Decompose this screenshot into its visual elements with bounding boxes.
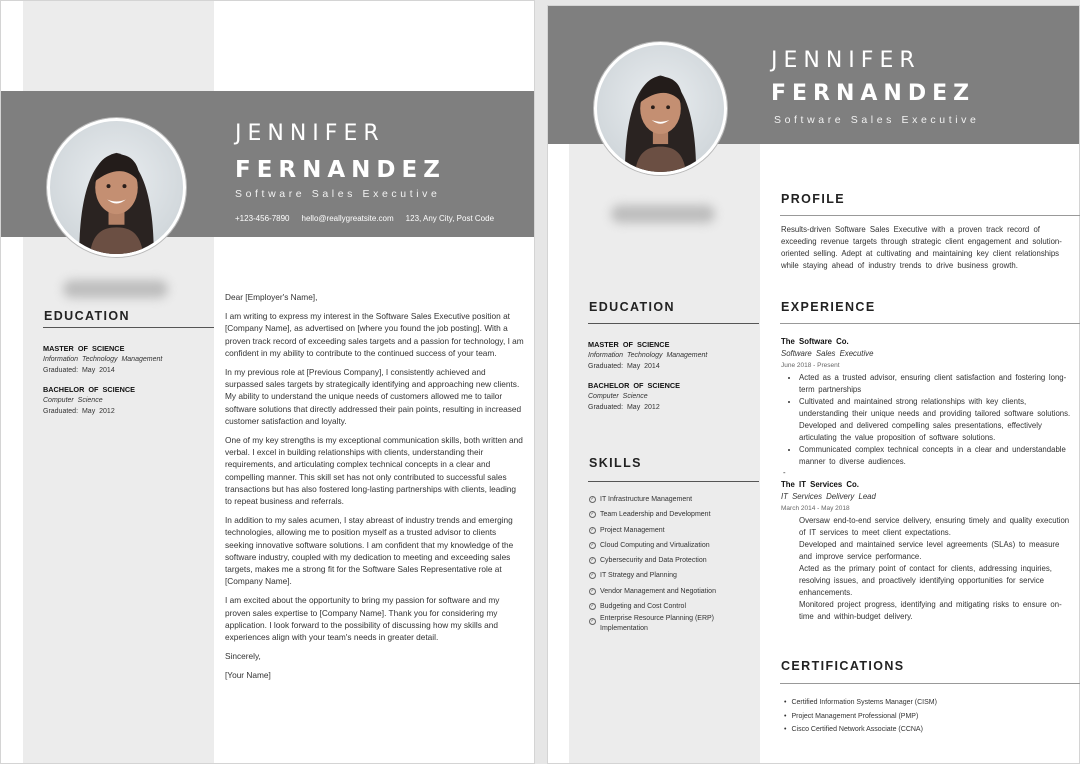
education-entry (588, 339, 707, 372)
skill-item (589, 507, 754, 522)
job-line: Acted as the primary point of contact for clients, addressing inquiries, resolving issues, and proactively identifying opportunities for service enhancements. (799, 564, 1052, 597)
closing: Sincerely, (225, 651, 261, 662)
letter-paragraph: In my previous role at [Previous Company], I consistently achieved and surpassed sales targets by strategically identifying and approaching new clients. My ability to understand the unique needs of customers allowed me to tailor software solutions that directly addressed their pain points, resulting in increased customer satisfaction and loyalty. (225, 367, 522, 426)
job-entry (781, 479, 1071, 623)
blurred-text (611, 205, 715, 223)
job-role: Software Sales Executive (781, 349, 874, 358)
contact-info (235, 214, 494, 223)
skill-item (589, 538, 754, 553)
contact-email: hello@reallygreatsite.com (301, 214, 394, 223)
salutation: Dear [Employer's Name], (225, 292, 318, 302)
certification-item: • Certified Information Systems Manager (CISM) (784, 696, 937, 710)
certifications-list (784, 696, 937, 737)
check-circle-icon: ✓ (590, 603, 595, 610)
profile-rule (780, 215, 1080, 216)
check-circle-icon: ✓ (590, 541, 595, 548)
contact-phone: +123-456-7890 (235, 214, 290, 223)
check-circle-icon: ✓ (590, 511, 595, 518)
degree: BACHELOR OF SCIENCE (588, 381, 680, 390)
field-of-study: Computer Science (43, 397, 103, 404)
check-circle-icon: ✓ (590, 496, 595, 502)
skills-list (589, 492, 754, 634)
check-circle-icon: ✓ (590, 526, 595, 533)
skill-label: IT Strategy and Planning (600, 572, 677, 580)
skill-label: Budgeting and Cost Control (600, 603, 686, 611)
check-circle-icon: ✓ (590, 572, 595, 579)
experience-heading: EXPERIENCE (781, 300, 876, 314)
job-bullet: • Cultivated and maintained strong relationships with key clients, understanding their unique needs and providing tailored software solutions. (799, 396, 1071, 420)
job-bullet: • Acted as a trusted advisor, ensuring client satisfaction and fostering long-term partnerships (799, 372, 1071, 396)
job-bullets (799, 372, 1071, 420)
skill-item (589, 568, 754, 583)
graduation-date: Graduated: May 2014 (43, 367, 115, 374)
profile-photo (47, 118, 186, 257)
name-first: JENNIFER (235, 121, 385, 146)
profile-heading: PROFILE (781, 192, 845, 206)
education-list (43, 343, 162, 425)
experience-list (781, 336, 1071, 623)
skill-label: Cloud Computing and Virtualization (600, 541, 710, 549)
education-list (588, 339, 707, 421)
skill-item (589, 492, 754, 507)
name-first: JENNIFER (771, 48, 921, 73)
field-of-study: Information Technology Management (588, 352, 708, 359)
name-last: FERNANDEZ (771, 81, 976, 106)
company-name: The IT Services Co. (781, 480, 859, 489)
letter-paragraph: One of my key strengths is my exceptional communication skills, both written and verbal. I excel in building relationships with clients, understanding their requirements, and articulating complex technical concepts in a clear and compelling manner. This skill set has not only contributed to successful sales transactions but has also fostered long-lasting partnerships with clients, leading to repeat business and referrals. (225, 435, 523, 507)
job-dates: March 2014 - May 2018 (781, 505, 850, 512)
job-trailing: - (783, 468, 786, 477)
certifications-rule (780, 683, 1080, 684)
name-last: FERNANDEZ (235, 157, 446, 183)
degree: MASTER OF SCIENCE (43, 344, 125, 353)
certification-item: • Project Management Professional (PMP) (784, 710, 937, 724)
certification-item: • Cisco Certified Network Associate (CCNA) (784, 723, 937, 737)
job-title: Software Sales Executive (235, 188, 441, 200)
education-entry (588, 380, 707, 413)
skill-label: IT Infrastructure Management (600, 496, 693, 503)
education-heading: EDUCATION (589, 300, 675, 314)
skill-item (589, 553, 754, 568)
check-circle-icon: ✓ (590, 557, 595, 564)
skill-label: Project Management (600, 526, 665, 534)
letter-paragraph: I am writing to express my interest in the Software Sales Executive position at [Company Name], as advertised on [where you found the job posting]. With a proven track record of exceeding sales targets and a passion for technology, I am confident in my ability to contribute to the continued success of your team. (225, 311, 524, 358)
job-bullets (799, 444, 1071, 468)
education-rule (43, 327, 214, 328)
graduation-date: Graduated: May 2012 (588, 404, 660, 411)
skill-item (589, 614, 754, 634)
skill-label: Cybersecurity and Data Protection (600, 557, 707, 565)
job-role: IT Services Delivery Lead (781, 492, 876, 501)
cover-letter-page (0, 0, 535, 764)
job-line: Developed and maintained service level agreements (SLAs) to measure and improve service performance. (799, 540, 1060, 561)
signature: [Your Name] (225, 670, 271, 681)
check-circle-icon: ✓ (590, 587, 595, 594)
skill-item (589, 523, 754, 538)
letter-paragraph: In addition to my sales acumen, I stay abreast of industry trends and emerging technologies, allowing me to position myself as a trusted advisor to clients seeking innovative software solutions. I am confident that my knowledge of the software industry, coupled with my dedication to meeting and exceeding sales targets, makes me a strong fit for the Software Sales Representative role at [Company Name]. (225, 515, 514, 587)
profile-photo (594, 42, 727, 175)
blurred-text (63, 280, 168, 298)
job-bullet: • Communicated complex technical concepts in a clear and understandable manner to diverse audiences. (799, 444, 1071, 468)
profile-summary: Results-driven Software Sales Executive with a proven track record of exceeding revenue targets through strategic client engagement and solution-oriented selling. Adept at cultivating and maintaining key client relationships while staying ahead of industry trends to drive business growth. (781, 225, 1062, 270)
job-line: Developed and delivered compelling sales presentations, effectively articulating the value proposition of software solutions. (799, 421, 1042, 442)
graduation-date: Graduated: May 2012 (43, 408, 115, 415)
field-of-study: Information Technology Management (43, 356, 163, 363)
check-circle-icon: ✓ (590, 618, 595, 625)
letter-paragraph: I am excited about the opportunity to bring my passion for software and my proven sales expertise to [Company Name]. Thank you for considering my application. I look forward to the possibility of discussing how my skills and experiences align with your team's needs in greater detail. (225, 595, 500, 643)
certifications-heading: CERTIFICATIONS (781, 659, 905, 673)
job-dates: June 2018 - Present (781, 362, 840, 369)
job-entry (781, 336, 1071, 478)
degree: BACHELOR OF SCIENCE (43, 385, 135, 394)
education-entry (43, 343, 162, 376)
education-rule (588, 323, 759, 324)
company-name: The Software Co. (781, 337, 849, 346)
job-title: Software Sales Executive (774, 114, 980, 126)
skill-item (589, 599, 754, 614)
cover-letter-body (225, 291, 525, 689)
skill-label: Team Leadership and Development (600, 511, 711, 519)
field-of-study: Computer Science (588, 393, 648, 400)
skill-item (589, 584, 754, 599)
skill-label: Vendor Management and Negotiation (600, 587, 716, 595)
experience-rule (780, 323, 1080, 324)
job-line: Oversaw end-to-end service delivery, ensuring timely and quality execution of IT services to meet client expectations. (799, 516, 1070, 537)
degree: MASTER OF SCIENCE (588, 340, 670, 349)
skills-heading: SKILLS (589, 456, 642, 470)
graduation-date: Graduated: May 2014 (588, 363, 660, 370)
education-entry (43, 384, 162, 417)
skills-rule (588, 481, 759, 482)
profile-photo-image (597, 45, 724, 172)
contact-address: 123, Any City, Post Code (405, 214, 495, 223)
skill-label: Enterprise Resource Planning (ERP) Implementation (600, 615, 714, 633)
profile-photo-image (50, 121, 183, 254)
job-line: Monitored project progress, identifying and mitigating risks to ensure on-time and within-budget delivery. (799, 600, 1062, 621)
education-heading: EDUCATION (44, 309, 130, 323)
